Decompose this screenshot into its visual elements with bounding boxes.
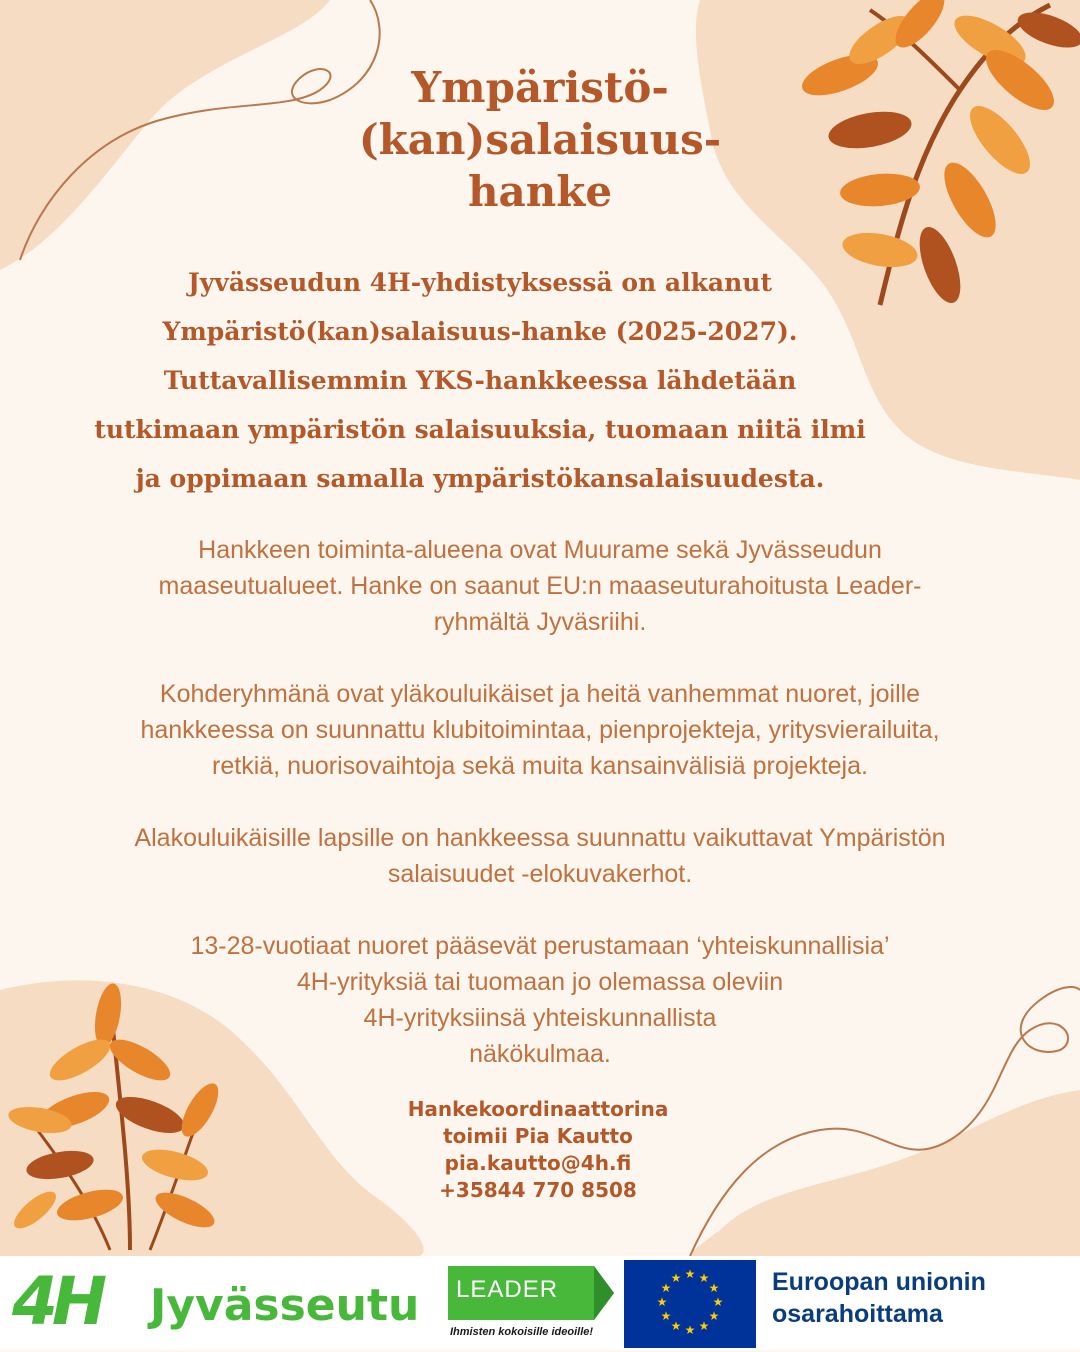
paragraph-line: Hankkeen toiminta-alueena ovat Muurame sekä Jyvässeudun — [198, 536, 882, 564]
4h-logo: 4H — [12, 1263, 102, 1340]
paragraph-area — [0, 532, 1080, 640]
intro-line: tutkimaan ympäristön salaisuuksia, tuomaan niitä ilmi — [94, 415, 866, 444]
svg-text:★: ★ — [684, 1267, 696, 1281]
eu-flag-icon — [624, 1260, 756, 1348]
contact-phone[interactable]: +35844 770 8508 — [439, 1178, 637, 1202]
svg-text:★: ★ — [656, 1295, 668, 1309]
jyvasseutu-logo-text: Jyvässeutu — [150, 1280, 420, 1331]
eu-text-line: Euroopan unionin — [772, 1268, 986, 1296]
eu-text-line: osarahoittama — [772, 1300, 943, 1328]
paragraph-target-group — [0, 676, 1080, 784]
paragraph-line: Kohderyhmänä ovat yläkouluikäiset ja heitä vanhemmat nuoret, joille — [159, 680, 921, 708]
svg-text:★: ★ — [712, 1295, 724, 1309]
paragraph-line: Alakouluikäisille lapsille on hankkeessa suunnattu vaikuttavat Ympäristön — [134, 824, 946, 852]
leader-label: LEADER — [456, 1276, 559, 1303]
title-line: (kan)salaisuus- — [358, 115, 722, 164]
contact-person: toimii Pia Kautto — [443, 1124, 633, 1148]
svg-text:★: ★ — [660, 1309, 672, 1323]
intro-line: Ympäristö(kan)salaisuus-hanke (2025-2027). — [162, 317, 798, 346]
eu-funding-text — [772, 1266, 986, 1330]
paragraph-children — [0, 820, 1080, 892]
svg-text:★: ★ — [670, 1319, 682, 1333]
svg-text:★: ★ — [708, 1309, 720, 1323]
intro-line: Jyvässeudun 4H-yhdistyksessä on alkanut — [187, 268, 773, 297]
intro-line: Tuttavallisemmin YKS-hankkeessa lähdetään — [163, 366, 797, 395]
paragraph-line: hankkeessa on suunnattu klubitoimintaa, pienprojekteja, yritysvierailuita, — [140, 716, 940, 744]
paragraph-line: retkiä, nuorisovaihtoja sekä muita kansainvälisiä projekteja. — [212, 752, 868, 780]
contact-role: Hankekoordinaattorina — [407, 1097, 669, 1121]
intro-text — [0, 258, 960, 503]
svg-text:★: ★ — [684, 1323, 696, 1337]
paragraph-line: salaisuudet -elokuvakerhot. — [387, 860, 693, 888]
intro-line: ja oppimaan samalla ympäristökansalaisuudesta. — [135, 464, 825, 493]
leader-logo — [448, 1262, 616, 1346]
leader-tagline: Ihmisten kokoisille ideoille! — [450, 1326, 594, 1338]
paragraph-line: 4H-yrityksiinsä yhteiskunnallista — [363, 1004, 717, 1032]
paragraph-line: maaseutualueet. Hanke on saanut EU:n maaseuturahoitusta Leader- — [158, 572, 922, 600]
page-title — [0, 62, 1080, 218]
title-line: Ympäristö- — [411, 63, 669, 112]
paragraph-line: 13-28-vuotiaat nuoret pääsevät perustamaan ‘yhteiskunnallisia’ — [190, 932, 890, 960]
svg-text:★: ★ — [670, 1271, 682, 1285]
footer-logos — [0, 1256, 1080, 1350]
svg-text:★: ★ — [660, 1281, 672, 1295]
svg-text:★: ★ — [698, 1319, 710, 1333]
paragraph-line: näkökulmaa. — [469, 1040, 611, 1068]
paragraph-line: ryhmältä Jyväsriihi. — [433, 608, 647, 636]
paragraph-line: 4H-yrityksiä tai tuomaan jo olemassa oleviin — [296, 968, 784, 996]
contact-info — [300, 1096, 776, 1204]
eu-stars — [624, 1260, 756, 1348]
title-line: hanke — [467, 167, 613, 216]
svg-text:★: ★ — [708, 1281, 720, 1295]
paragraph-youth — [0, 928, 1080, 1072]
contact-email[interactable]: pia.kautto@4h.fi — [444, 1151, 632, 1175]
svg-text:★: ★ — [698, 1271, 710, 1285]
